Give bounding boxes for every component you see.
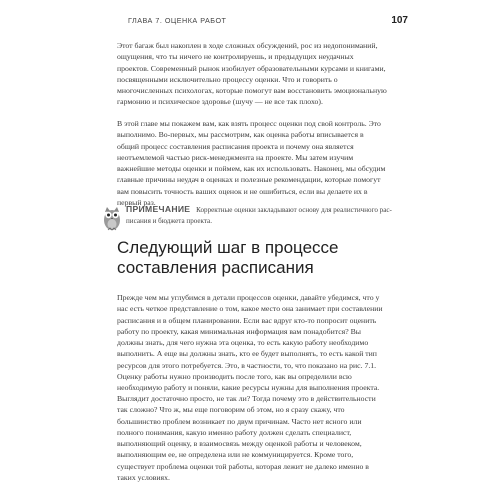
paragraph-text: Прежде чем мы углубимся в детали процессов оценки, давайте убедимся, что у нас есть четкое представление о том, какое место она занимает при составлении расписания и в общем планировании. Если вас вдруг кто-то попросит оценить работу по проекту, какая минимальная информация вам понадобится? Вы должны знать, для чего нужна эта оценка, то есть какую работу необходимо выполнить. А еще вы должны знать, кто ее будет выполнять, то есть какой тип ресурсов для этого потребуется. Это, в частности, то, что показано на рис. 7.1. Оценку работы нужно производить после того, как вы определили всю необходимую работу и поняли, какие ресурсы нужны для выполнения проекта. (117, 293, 383, 393)
page-number: 107 (391, 14, 408, 26)
paragraph-text: В этой главе мы покажем вам, как взять процесс оценки под свой контроль. Это выполнимо. Во-первых, мы рассмотрим, как оценка работы вписывается в общий процесс составления расписания проекта и почему она является неотъемлемой частью риск-менеджмента на проекте. Мы затем изучим важнейшие методы оценки и поймем, как их использовать. Наконец, мы обсудим главные причины неудач в оценках и полезные рекомендации, которые помогут вам повысить точность ваших оценок и не ошибиться, если вы делаете их в первый раз. (117, 119, 386, 208)
note-box (102, 204, 392, 240)
note-text: Корректные оценки закладывают основу для реалистичного расписания и бюджета проекта. (126, 206, 392, 225)
note-label: ПРИМЕЧАНИЕ (126, 204, 191, 214)
paragraph-4 (117, 393, 387, 483)
section-heading: Следующий шаг в процессе составления расписания (117, 238, 339, 277)
owl-icon (102, 204, 122, 232)
chapter-title: ГЛАВА 7. ОЦЕНКА РАБОТ (128, 15, 227, 25)
paragraph-3 (117, 292, 387, 394)
paragraph-1 (117, 40, 387, 108)
paragraph-text: Выглядит достаточно просто, не так ли? Тогда почему это в действительности так сложно? Что ж, мы еще поговорим об этом, но я сразу скажу, что большинство проблем возникает по двум причинам. Часто нет ясного или полного понимания, какую именно работу должен сделать специалист, выполняющий оценку, в взаимосвязь между оценкой работы и человеком, выполняющим ее, не определена или не коммуницируется. Кроме того, существует проблема оценки той работы, которая лежит не далеко именно в таких условиях. (117, 394, 376, 483)
paragraph-2 (117, 118, 387, 208)
paragraph-text: Этот багаж был накоплен в ходе сложных обсуждений, рос из недопониманий, ощущения, что ты ничего не контролируешь, и предыдущих неудачных проектов. Современный рынок изобилует образовательными курсами и книгами, посвященными исключительно процессу оценки. Что и говорить о многочисленных психологах, которые помогут вам восстановить эмоциональную гармонию и психическое здоровье (шучу — не все так плохо). (117, 41, 387, 107)
page-header (128, 14, 408, 26)
